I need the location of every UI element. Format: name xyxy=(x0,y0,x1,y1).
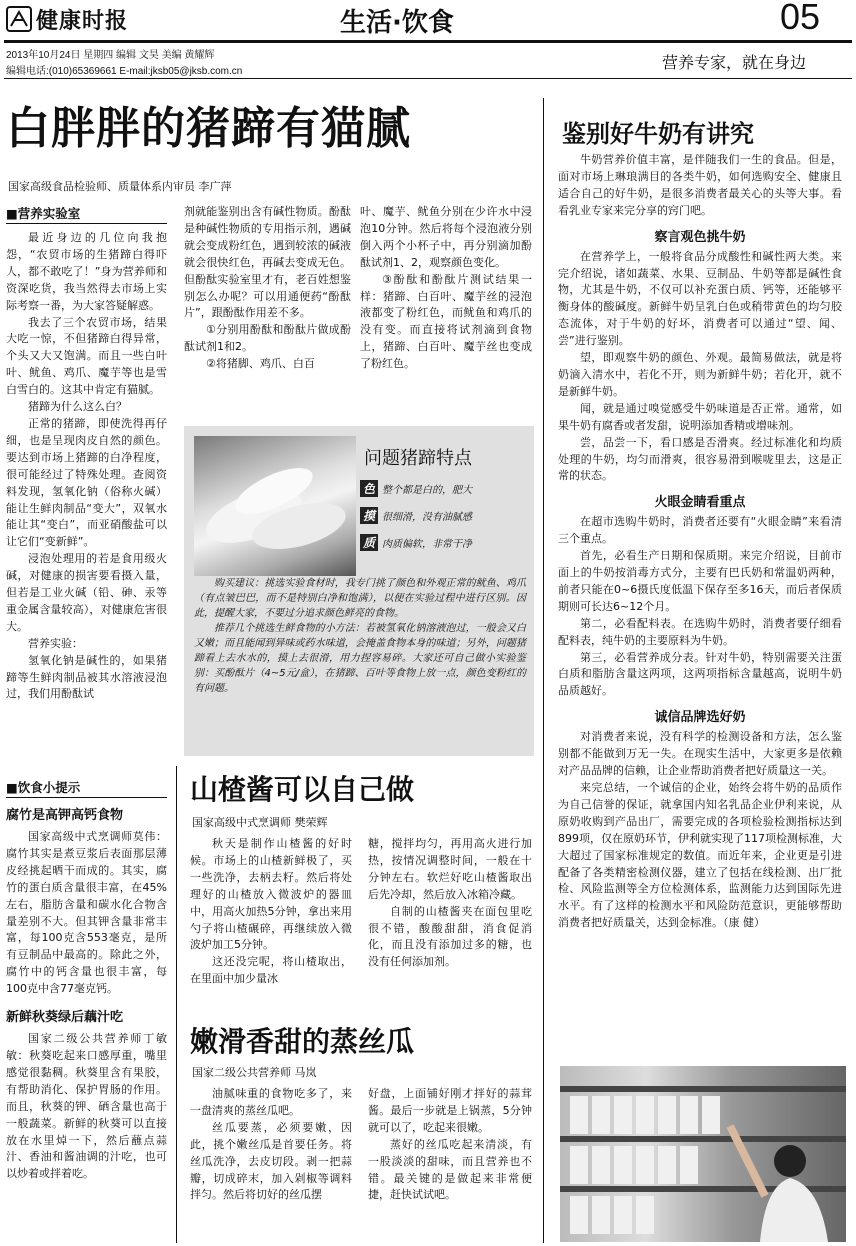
milk-subhead-2: 火眼金睛看重点 xyxy=(654,495,746,511)
milk-subhead-3: 诚信品牌选好奶 xyxy=(654,710,746,726)
lead-para: ③酚酞和酚酞片测试结果一样：猪蹄、白百叶、魔芋丝的浸泡液都变了粉红色，而鱿鱼和鸡爪的没有变。而直接将试剂滴到食物上，猪蹄、白百叶、魔芋丝也变成了粉红色。 xyxy=(360,272,532,371)
box-row: 摸 很细滑，没有油腻感 xyxy=(360,507,530,524)
box-row: 色 整个都是白的，肥大 xyxy=(360,480,530,497)
box-tag: 摸 xyxy=(360,507,378,524)
logo-text: 健康时报 xyxy=(36,7,129,34)
box-list xyxy=(360,480,530,551)
box-para: 购买建议：挑选实验食材时，我专门挑了颜色和外观正常的鱿鱼、鸡爪（有点皱巴巴，而不是特别白净和饱满），以便在实验过程中进行区别。因此，提醒大家，不要过分追求颜色鲜亮的食物。 xyxy=(194,578,526,619)
lead-para: ②将猪脚、鸡爪、白百 xyxy=(206,357,315,371)
box-title: 问题猪蹄特点 xyxy=(364,448,472,469)
box-text xyxy=(194,576,526,696)
tip1-body: 国家高级中式烹调师莫伟：腐竹其实是煮豆浆后表面那层薄皮经挑起晒干而成的。其实，腐竹的蛋白质含量很丰富，在45%左右，脂肪含量和碳水化合物含量差别不大。但其钾含量非常丰富，每100克含553毫克，是所有豆制品中最高的。除此之外，腐竹中的钙含量也很丰富，每100克中含77毫克钙。 xyxy=(6,830,167,996)
lead-para: 氢氧化钠是碱性的，如果猪蹄等生鲜肉制品被其水溶液浸泡过，我们用酚酞试 xyxy=(6,653,167,701)
lead-para: 剂就能鉴别出含有碱性物质。酚酞是种碱性物质的专用指示剂，遇碱就会变成粉红色，遇到较浓的碱液就会很快红色，再碱去变成无色。但酚酞实验室里才有，老百姓想鉴别怎么办呢？可以用通便药“酚酞片”，跟酚酞作用差不多。 xyxy=(184,205,351,320)
lead-para: 叶、魔芋、鱿鱼分别在少许水中浸泡10分钟。然后将每个浸泡液分别倒入两个小杯子中，再分别滴加酚酞试剂1、2，观察颜色变化。 xyxy=(360,205,532,269)
tips-label: ■饮食小提示 xyxy=(6,778,167,798)
box-tag: 色 xyxy=(360,480,378,497)
page-number: 05 xyxy=(780,0,821,37)
lead-headline: 白胖胖的猪蹄有猫腻 xyxy=(6,103,411,154)
date-line: 2013年10月24日 星期四 编辑 文昊 美编 黄耀辉 xyxy=(6,50,215,61)
box-para: 推荐几个挑选生鲜食物的小方法：若被氢氧化钠溶液泡过，一般会又白又嫩；而且能闻到异味或药水味道，会掩盖食物本身的味道；另外，问题猪蹄看上去水水的，摸上去很滑，用力捏容易碎。大家还可自己做小实验鉴别：买酚酞片（4~5元/盒），在猪蹄、百叶等食物上放一点，颜色变粉红的有问题。 xyxy=(194,623,526,694)
hawthorn-headline: 山楂酱可以自己做 xyxy=(190,773,415,806)
tips-box xyxy=(184,426,534,756)
lead-column-1 xyxy=(6,204,167,703)
slogan: 营养专家，就在身边 xyxy=(662,53,807,72)
lead-para: 浸泡处理用的若是食用级火碱，对健康的损害要看摄入量，但若是工业火碱（铅、砷、汞等重金属含量较高），对健康危害很大。 xyxy=(6,552,167,633)
luffa-column-1: 油腻味重的食物吃多了，来一盘清爽的蒸丝瓜吧。 丝瓜要蒸，必须要嫩，因此，挑个嫩丝瓜是首要任务。将丝瓜洗净，去皮切段。剥一把蒜瓣，切成碎末，加入剁椒等调料拌匀。然后将切好的丝瓜摆 xyxy=(190,1087,352,1202)
supermarket-photo xyxy=(560,1066,846,1242)
tip1-title: 腐竹是高钾高钙食物 xyxy=(6,808,124,823)
masthead-rule xyxy=(4,40,852,43)
lead-subhead: 猪蹄为什么这么白？ xyxy=(28,400,127,414)
column-divider xyxy=(543,98,544,1243)
lead-column-3 xyxy=(360,204,532,373)
contact-line: 编辑电话:(010)65369661 E-mail:jksb05@jksb.com.cn xyxy=(6,66,243,77)
masthead-rule-bottom xyxy=(4,78,852,79)
tips-section xyxy=(6,778,167,1183)
section-label: ■营养实验室 xyxy=(6,204,167,224)
luffa-headline: 嫩滑香甜的蒸丝瓜 xyxy=(190,1025,415,1058)
newspaper-logo xyxy=(6,2,156,36)
milk-body: 牛奶营养价值丰富，是伴随我们一生的食品。但是，面对市场上琳琅满目的各类牛奶，如何选购安全、健康且适合自己的好牛奶，是很多消费者最关心的头等大事。看看乳业专家来完分享的窍门吧。 察言观色挑牛奶 在营养学上，一般将食品分成酸性和碱性两大类。来完介绍说，诸如蔬菜、水果、豆制品、牛奶等都是碱性食物，尤其是牛奶，不仅可以补充蛋白质、钙等，还能够平衡身体的酸碱度。新鲜牛奶呈乳白色或稍带黄色的均匀胶态流体，对于牛奶的好坏，消费者可以通过“望、闻、尝”进行鉴别。 望，即观察牛奶的颜色、外观。最简易做法，就是将奶滴入清水中，若化不开，则为新鲜牛奶；若化开，就不是新鲜牛奶。 闻，就是通过嗅觉感受牛奶味道是否正常。通常，如果牛奶有腐香或者发甜，说明添加香精或增味剂。 尝，品尝一下，看口感是否滑爽。经过标准化和均质处理的牛奶，均匀而滑爽，很容易滑到喉咙里去，这是正常的状态。 火眼金睛看重点 在超市选购牛奶时，消费者还要有“火眼金睛”来看清三个重点。 首先，必看生产日期和保质期。来完介绍说，目前市面上的牛奶按消毒方式分，主要有巴氏奶和常温奶两种，前者只能在0~6摄氏度低温下保存至多16天，而后者保质期则可长达6~12个月。 第二，必看配料表。在选购牛奶时，消费者要仔细看配料表，纯牛奶的主要原料为牛奶。 第三，必看营养成分表。针对牛奶，特别需要关注蛋白质和脂肪含量这两项，这两项指标含量越高，说明牛奶品质越好。 诚信品牌选好奶 对消费者来说，没有科学的检测设备和方法，怎么鉴别都不能做到万无一失。在现实生活中，大家更多是依赖对产品品牌的信赖，让企业帮助消费者把好质量这一关。 来完总结，一个诚信的企业，始终会将牛奶的品质作为自己信誉的保证，就拿国内知名乳品企业伊利来说，从原奶收购到产品出厂，需要完成的各项检验检测指标达到899项，仅在原奶环节，伊利就实现了117项检测标准，大大超过了国家标准规定的数值。而近年来，企业更是引进配备了各类精密检测仪器，建立了包括在线检测、出厂批检、风险监测等全方位检测体系，监测能力达到国际先进水平。有了这样的检测水平和风险防范意识，更能够帮助消费者把好质量关，达到金标准。（康 健） xyxy=(558,153,842,930)
hawthorn-byline: 国家高级中式烹调师 樊荣辉 xyxy=(192,816,328,829)
lead-para: 我去了三个农贸市场，结果大吃一惊，不但猪蹄白得异常，个头又大又饱满。而且一些白叶叶、鱿鱼、鸡爪、魔芋等也是雪白雪白的。这其中肯定有猫腻。 xyxy=(6,315,167,397)
milk-headline: 鉴别好牛奶有讲究 xyxy=(562,119,754,148)
pig-trotter-photo xyxy=(194,436,356,576)
luffa-column-2: 好盘，上面铺好刚才拌好的蒜茸酱。最后一步就是上锅蒸，5分钟就可以了，吃起来很嫩。 蒸好的丝瓜吃起来清淡，有一股淡淡的甜味，而且营养也不错。最关键的是做起来非常便捷，赶快试试吧。 xyxy=(368,1087,532,1202)
milk-intro: 牛奶营养价值丰富，是伴随我们一生的食品。但是，面对市场上琳琅满目的各类牛奶，如何选购安全、健康且适合自己的好牛奶，是很多消费者最关心的头等大事。看看乳业专家来完分享的窍门吧。 xyxy=(558,153,842,217)
lead-byline: 国家高级食品检验师、质量体系内审员 李广萍 xyxy=(8,180,232,193)
box-tag: 质 xyxy=(360,534,378,551)
hawthorn-column-1: 秋天是制作山楂酱的好时候。市场上的山楂新鲜极了，买一些洗净，去柄去籽。然后将处理好的山楂放入微波炉的器皿中，用高火加热5分钟，拿出来用勺子将山楂碾碎，再继续放入微波炉加工5分钟。 这还没完呢，将山楂取出，在里面中加少量冰 xyxy=(190,837,352,986)
logo-emblem-icon xyxy=(6,6,32,32)
section-title: 生活·饮食 xyxy=(340,8,454,38)
milk-subhead-1: 察言观色挑牛奶 xyxy=(654,229,746,245)
luffa-byline: 国家二级公共营养师 马岚 xyxy=(192,1066,317,1079)
lead-para: 最近身边的几位向我抱怨，“农贸市场的生猪蹄白得吓人，都不敢吃了！”身为营养师和资深吃货，我当然得去市场上实际考察一番，为大家答疑解惑。 xyxy=(6,231,167,312)
tip2-title: 新鲜秋葵绿后藕汁吃 xyxy=(6,1010,124,1026)
tip2-body: 国家二级公共营养师丁敏敏：秋葵吃起来口感厚重，嘴里感觉很黏稠。秋葵里含有果胶，有帮助消化、保护胃肠的作用。而且，秋葵的钾、硒含量也高于一般蔬菜。新鲜的秋葵可以直接放在水里焯一下，然后蘸点蒜汁、香油和酱油调的汁吃，也可以炒着或拌着吃。 xyxy=(6,1032,167,1181)
box-row: 质 肉质偏软，非常干净 xyxy=(360,534,530,551)
hawthorn-column-2: 糖，搅拌均匀，再用高火进行加热，按情况调整时间，一般在十分钟左右。软烂好吃山楂酱取出后先冷却，然后放入冰箱冷藏。 自制的山楂酱夹在面包里吃很不错，酸酸甜甜，消食促消化，而且没有添加过多的糖，也没有任何添加剂。 xyxy=(368,837,532,969)
masthead xyxy=(0,0,856,80)
lead-para: 正常的猪蹄，即使洗得再仔细，也是呈现肉皮自然的颜色。要达到市场上猪蹄的白净程度，很可能经过了特殊处理。查阅资料发现，氢氧化钠（俗称火碱）能让生鲜肉制品“变大”，双氧水能让其“变白”，而亚硝酸盐可以让它们“变新鲜”。 xyxy=(6,416,167,549)
lead-subhead: 营养实验： xyxy=(28,636,83,650)
lead-column-2 xyxy=(184,204,351,373)
lead-para: ①分别用酚酞和酚酞片做成酚酞试剂1和2。 xyxy=(184,323,351,354)
tips-divider xyxy=(176,766,177,1243)
